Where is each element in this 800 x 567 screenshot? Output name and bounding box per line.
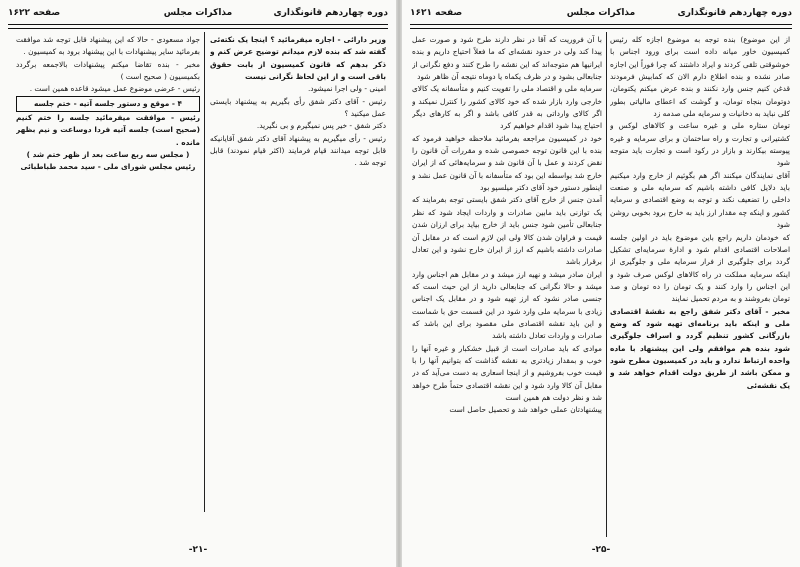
paragraph: وزیر دارائی - اجازه میفرمائید ؟ اینجا یک نکته‌ئی گفته شد که بنده لازم میدانم توضیح عرض کنم و ذکر بدهم که قانون کمیسیون از بابت حقوق باقی است و از این لحاظ نگرانی نیست [210,35,386,82]
paragraph: خود در کمیسیون مراجعه بفرمائید ملاحظه خواهید فرمود که بنده با این قانون توجه خصوصی شده و مقررات آن قانون را نقض کردند و عمل با آن قانون شد و سرمایه‌هائی که از ایران خارج شد بواسطه این بود که متأسفانه با آن قانون عمل نشد و اینطور دستور خود آقای دکتر میلسپو بود [412,133,602,193]
section-heading: ۴ - موقع و دستور جلسه آتیه - ختم جلسه [16,96,200,112]
paragraph: رئیس - رأی میگیریم به پیشنهاد آقای دکتر شفق آقایانیکه قابل توجه میدانند قیام فرمایند (اکثر قیام نمودند) قابل توجه شد . [210,133,386,168]
session-end-note: ( مجلس سه ربع ساعت بعد از ظهر ختم شد ) [26,150,190,160]
right-page-right-column [610,34,790,524]
right-page-number: -۲۵- [591,545,611,555]
paragraph: مخبر - آقای دکتر شفق راجع به نقشهٔ اقتصادی ملی و اینکه باید برنامه‌ای تهیه شود که وضع بازرگانی کشور تنظیم گردد و اسراف جلوگیری شود بنده هم موافقم ولی این پیشنهاد با ماده واحده ارتباط ندارد و باید در کمیسیون مطرح شود و ممکن باشد از طریق دولت اقدام خواهد شد و یک نقشه‌ئی [610,306,790,390]
paragraph: موادی که باید صادرات است از قبیل خشکبار و غیره آنها را خوب و بمقدار زیادتری به نقشه گذاشت که بتوانیم آنها را با قیمت خوب بفروشیم و از اینجا اسعاری به دست می‌آید که در مقابل آن کالا وارد شود و این نقشه اقتصادی حتماً طرح خواهد شد و نظر دولت هم همین است [412,343,602,402]
right-header-title: مذاکرات مجلس [566,8,636,18]
paragraph: پیشنهادتان عملی خواهد شد و تحصیل حاصل است [449,405,602,415]
right-page-header [410,6,792,26]
paragraph: امینی - ولی اجرا نمیشود. [307,84,386,94]
paragraph: رئیس - موافقت میفرمائید جلسه را ختم کنیم (صحیح است) جلسه آتیه فردا دوساعت و نیم بظهر مانده . [16,113,200,147]
left-header-page-label: صفحه ۱۶۲۲ [8,8,61,18]
paragraph: آمدن جنس از خارج آقای دکتر شفق بایستی توجه بفرمایند که یک توازنی باید مابین صادرات و واردات ایجاد شود که نظر جنابعالی تأمین شود جنس باید از خارج بیاید برای ارزان شدن قیمت و فراوان شدن کالا ولی این لازم است که در مقابل آن صادرات داشته باشیم که ارز از ایران خارج نشود و این تعادل برقرار باشد [412,195,602,267]
paragraph: دکتر شفق - خیر پس نمیگیرم و بی نگیرید. [256,121,386,131]
left-header-rule [8,24,388,29]
left-column-divider [204,32,205,512]
paragraph: رئیس - آقای دکتر شفق رأی بگیریم به پیشنهاد بایستی عمل میکنید ؟ [210,96,386,119]
right-page [402,0,800,567]
right-column-divider [606,32,607,537]
right-header-page-label: صفحه ۱۶۲۱ [410,8,463,18]
paragraph: مخبر - بنده تقاضا میکنم پیشنهادات بالاجمعه برگردد بکمیسیون ( صحیح است ) [16,59,200,82]
left-page [0,0,396,567]
paragraph: تومان ستاره ملی و غیره ساعت و کالاهای لوکس و کشتیرانی و تجارت و راه ساختمان و برای سرمایه و غیره پیوسته بیکارند و بازار در رکود است و تجارت باید متوجه شود [610,121,790,168]
paragraph: با آن فروریت که آقا در نظر دارند طرح شود و صورت عمل پیدا کند ولی در حدود نقشه‌ای که ما فعلاً احتیاج داریم و بنده ایرانیها هم متوجه‌اند که این نقشه را طرح کنند و دفع نگرانی از جنابعالی بشود و در ظرف یکماه یا دوماه نتیجه آن ظاهر شود [412,35,602,82]
paragraph: سرمایه ملی و اقتصاد ملی را تقویت کنیم و متأسفانه یک کالای خارجی وارد بازار شده که خود کالای کشور را کنترل نمیکند و اگر کالای وارداتی به قدر کافی باشد و اگر به کارهای دیگر احتیاج پیدا شود اقدام خواهیم کرد [412,84,602,131]
paragraph: رئیس - عرضی موضوع عمل میشود قاعده همین است . [29,84,200,94]
left-page-left-column [16,34,200,264]
right-header-rule [410,24,792,29]
paragraph: از این موضوع) بنده توجه به موضوع اجازه کله رئیس کمیسیون خاور میانه داده است برای ورود اجناس با خوشوقتی تلقی کردند و ایراد داشتند که چرا فوراً این اجازه صادر نشده و بنده اطلاع دارم الان که کمابیش فرمودند قدغن کنیم جنس وارد نکنند و بنده عرض میکنم یکتومان، دوتومان بنجاه تومان، و گوشت که اعطای مالیاتی بطور کلی نباید به دخانیات و سرمایه ملی صدمه زد [610,35,790,119]
paragraph: جواد مسعودی - حالا که این پیشنهاد قابل توجه شد موافقت بفرمائید سایر پیشنهادات با این پیشنهاد برود به کمیسیون . [16,35,200,57]
left-page-right-column [210,34,386,474]
paragraph: ایران صادر میشد و نهیه ارز میشد و در مقابل هم اجناس وارد میشد و حالا نگرانی که جنابعالی دارید از این حیث است که جنسی صادر نشود که ارز تهیه شود و در مقابل یک اجناس زیادی با سرمایه ملی وارد شود در این قسمت حق با شماست و این باید نقشه اقتصادی ملی مقصود برای این باشد که صادرات و واردات تعادل داشته باشد [412,269,602,341]
left-header-title: مذاکرات مجلس [163,8,233,18]
left-header-session: دوره چهاردهم قانونگذاری [273,8,388,18]
left-page-number: -۲۱- [188,545,208,555]
right-header-session: دوره چهاردهم قانونگذاری [677,8,792,18]
paragraph: که خودمان داریم راجع باین موضوع باید در اولین جلسه اصلاحات اقتصادی اقدام شود و ادارهٔ سرمایه‌ای تشکیل گردد برای جلوگیری از فرار سرمایه ملی و جلوگیری از اینکه سرمایه مملکت در راه کالاهای لوکس صرف شود و این اجناس را وارد کنند و یک تومان را ده تومان و صد تومان بفروشند و به مردم تحمیل نمایند [610,232,790,304]
right-page-left-column [412,34,602,524]
left-page-header [8,6,388,26]
signature-line: رئیس مجلس شورای ملی - سید محمد طباطبائی [20,162,196,172]
paragraph: آقای نمایندگان میکنند اگر هم بگوئیم از خارج وارد میکنیم باید دلایل کافی داشته باشیم که سرمایه ملی و صنعت داخلی را تضعیف نکند و توجه به وضع اقتصادی و سرمایه کشور و اینکه چه مقدار ارز باید به خارج برود بخوبی روشن شود [610,170,790,230]
